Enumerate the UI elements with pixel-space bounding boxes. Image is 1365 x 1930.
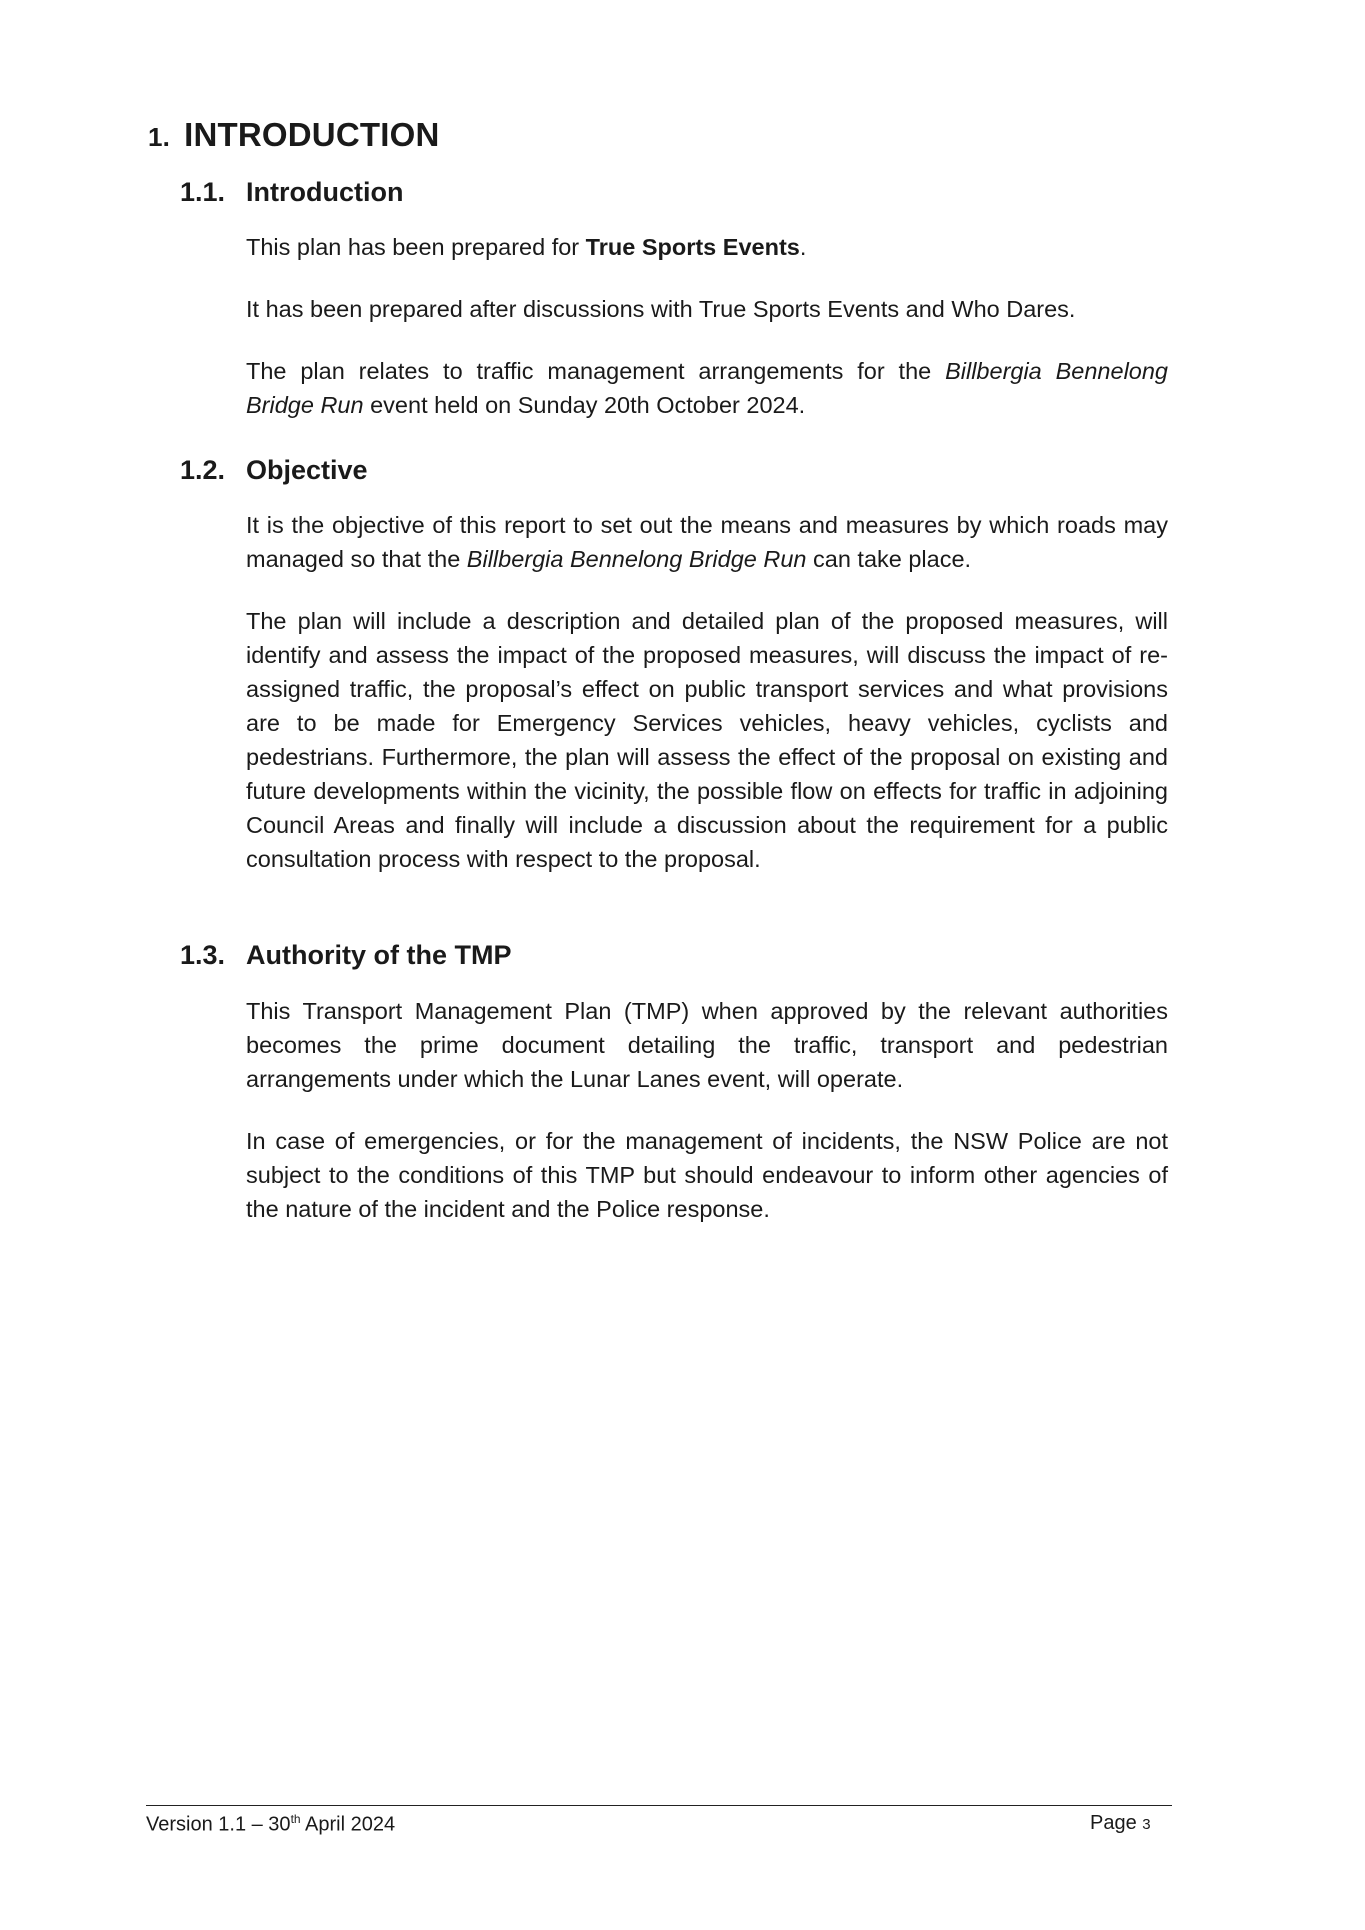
subsection-title: Introduction: [246, 177, 404, 207]
subsection-number: 1.1.: [180, 177, 226, 207]
paragraph: In case of emergencies, or for the management of incidents, the NSW Police are not subject to the conditions of this TMP but should endeavour to inform other agencies of the nature of the incident and the Police response.: [246, 1128, 1168, 1222]
organisation-name: True Sports Events: [585, 234, 800, 260]
paragraph: The plan will include a description and detailed plan of the proposed measures, will identify and assess the impact of the proposed measures, will discuss the impact of re-assigned traffic, the proposal’s effect on public transport services and what provisions are to be made for Emergency Services vehicles, heavy vehicles, cyclists and pedestrians. Furthermore, the plan will assess the effect of the proposal on existing and future developments within the vicinity, the possible flow on effects for traffic in adjoining Council Areas and finally will include a discussion about the requirement for a public consultation process with respect to the proposal.: [246, 608, 1168, 872]
footer-version: Version 1.1 – 30th April 2024: [146, 1812, 396, 1836]
paragraph: It is the objective of this report to set out the means and measures by which roads may managed so that the Billbergia Bennelong Bridge Run can take place.: [246, 512, 1168, 572]
subsection-title: Objective: [246, 455, 368, 485]
section-heading: [148, 116, 439, 154]
paragraph: It has been prepared after discussions with True Sports Events and Who Dares.: [246, 296, 1076, 322]
paragraph: This plan has been prepared for True Sports Events.: [246, 234, 807, 260]
event-name: Billbergia Bennelong Bridge Run: [466, 546, 807, 572]
section-number: 1.: [148, 122, 171, 152]
subsection-title: Authority of the TMP: [246, 940, 512, 970]
subsection-heading-1-1: [180, 177, 403, 208]
subsection-number: 1.3.: [180, 940, 226, 970]
footer-page-number: Page 3: [1090, 1812, 1151, 1834]
subsection-heading-1-2: [180, 455, 368, 486]
subsection-heading-1-3: [180, 940, 511, 971]
event-name: Billbergia Bennelong Bridge Run: [246, 358, 1168, 418]
footer-divider: [146, 1805, 1172, 1806]
subsection-number: 1.2.: [180, 455, 226, 485]
paragraph: The plan relates to traffic management arrangements for the Billbergia Bennelong Bridge Run event held on Sunday 20th October 2024.: [246, 358, 1168, 418]
paragraph: This Transport Management Plan (TMP) when approved by the relevant authorities becomes the prime document detailing the traffic, transport and pedestrian arrangements under which the Lunar Lanes event, will operate.: [246, 998, 1168, 1092]
section-title: INTRODUCTION: [184, 116, 440, 153]
